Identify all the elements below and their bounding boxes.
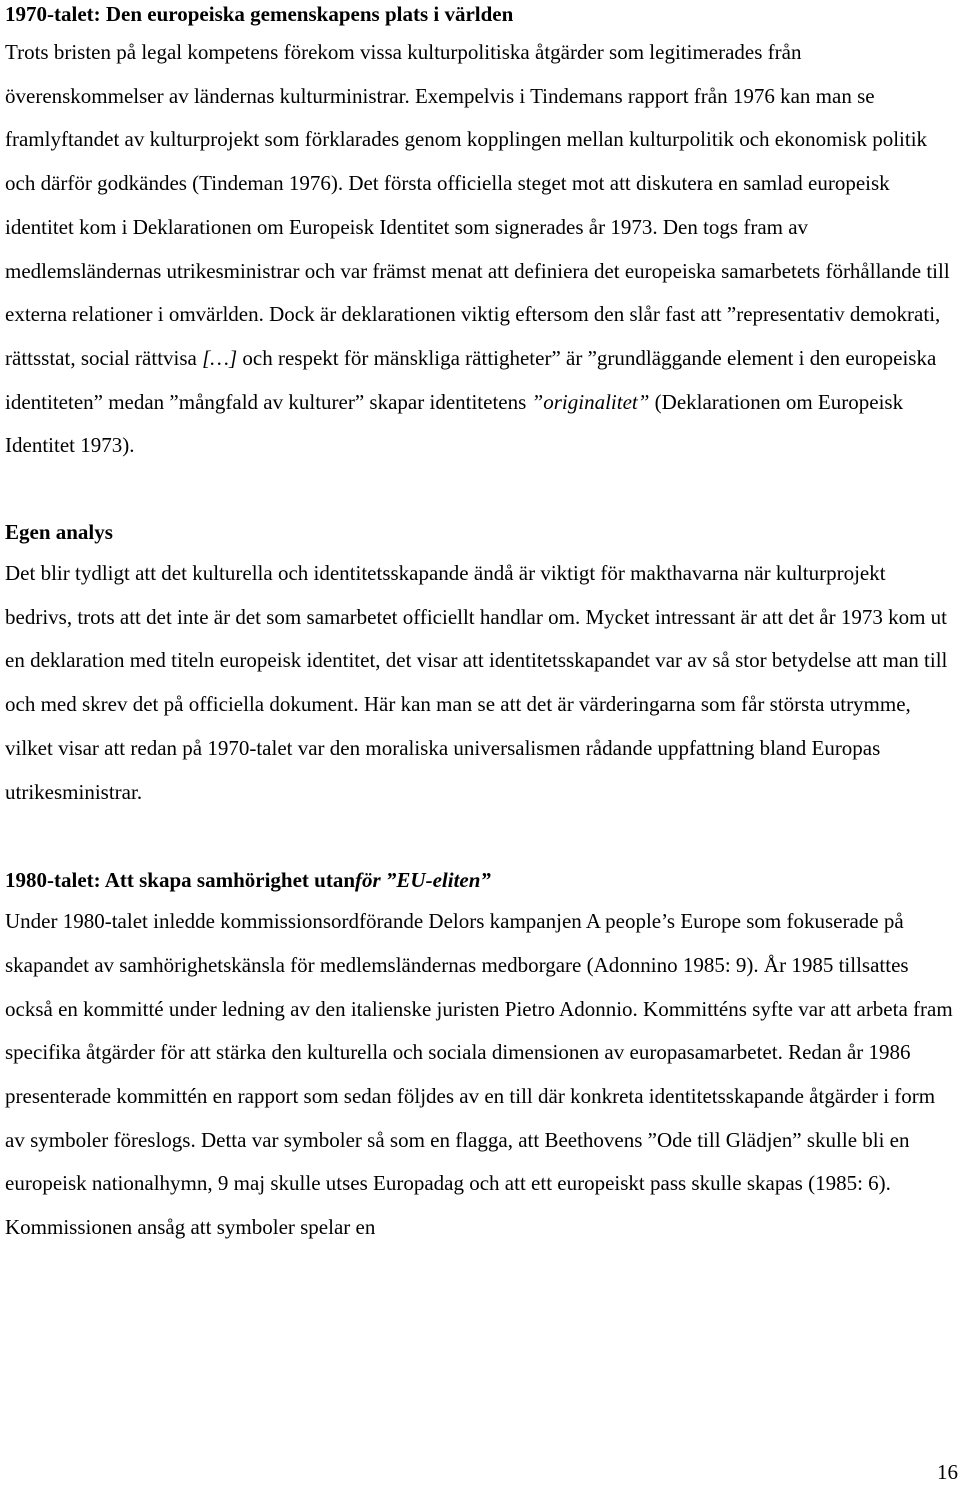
section-paragraph-1970s: [5, 31, 953, 468]
section-1980s: [5, 866, 953, 1250]
page-number: 16: [937, 1460, 958, 1484]
section-paragraph-1980s: Under 1980-talet inledde kommissionsordförande Delors kampanjen A people’s Europe som fokuserade på skapandet av samhörighetskänsla för medlemsländernas medborgare (Adonnino 1985: 9). År 1985 tillsattes också en kommitté under ledning av den italienske juristen Pietro Adonnio. Kommitténs syfte var att arbeta fram specifika åtgärder för att stärka den kulturella och sociala dimensionen av europasamarbetet. Redan år 1986 presenterade kommittén en rapport som sedan följdes av en till där konkreta identitetsskapande åtgärder i form av symboler föreslogs. Detta var symboler så som en flagga, att Beethovens ”Ode till Glädjen” skulle bli en europeisk nationalhymn, 9 maj skulle utses Europadag och att ett europeiskt pass skulle skapas (1985: 6). Kommissionen ansåg att symboler spelar en: [5, 909, 953, 1240]
section-heading-egen-analys: Egen analys: [5, 520, 113, 545]
ellipsis-bracket: […]: [202, 345, 238, 370]
paragraph-text-part-1: Trots bristen på legal kompetens förekom vissa kulturpolitiska åtgärder som legitimerades från överenskommelser av ländernas kulturministrar. Exempelvis i Tindemans rapport från 1976 kan man se framlyftandet av kulturprojekt som förklarades genom kopplingen mellan kulturpolitik och ekonomisk politik och därför godkändes (Tindeman 1976). Det första officiella steget mot att diskutera en samlad europeisk identitet kom i Deklarationen om Europeisk Identitet som signerades år 1973. Den togs fram av medlemsländernas utrikesministrar och var främst menat att definiera det europeiska samarbetets förhållande till externa relationer i omvärlden. Dock är deklarationen viktig eftersom den slår fast att ”representativ demokrati, rättsstat, social rättvisa: [5, 40, 950, 370]
document-page: [5, 0, 953, 1250]
section-1970s: [5, 0, 953, 468]
section-egen-analys: [5, 518, 953, 814]
heading-italic-text: för ”EU-eliten”: [355, 868, 491, 893]
paragraph-text-part-3: (Deklarationen om Europeisk Identitet 1973).: [5, 389, 904, 458]
section-heading-1970s: 1970-talet: Den europeiska gemenskapens plats i världen: [5, 2, 514, 26]
italic-originalitet: ”originalitet”: [531, 389, 650, 414]
section-paragraph-egen-analys: Det blir tydligt att det kulturella och identitetsskapande ändå är viktigt för makthavarna när kulturprojekt bedrivs, trots att det inte är det som samarbetet officiellt handlar om. Mycket intressant är att det år 1973 kom ut en deklaration med titeln europeisk identitet, det visar att identitetsskapandet var av så stor betydelse att man till och med skrev det på officiella dokument. Här kan man se att det är värderingarna som får största utrymme, vilket visar att redan på 1970-talet var den moraliska universalismen rådande uppfattning bland Europas utrikesministrar.: [5, 561, 948, 804]
paragraph-text-part-2: och respekt för mänskliga rättigheter” är ”grundläggande element i den europeiska identiteten” medan ”mångfald av kulturer” skapar identitetens: [5, 345, 937, 414]
section-heading-1980s: [5, 866, 953, 894]
heading-text: 1980-talet: Att skapa samhörighet utan: [5, 868, 355, 893]
